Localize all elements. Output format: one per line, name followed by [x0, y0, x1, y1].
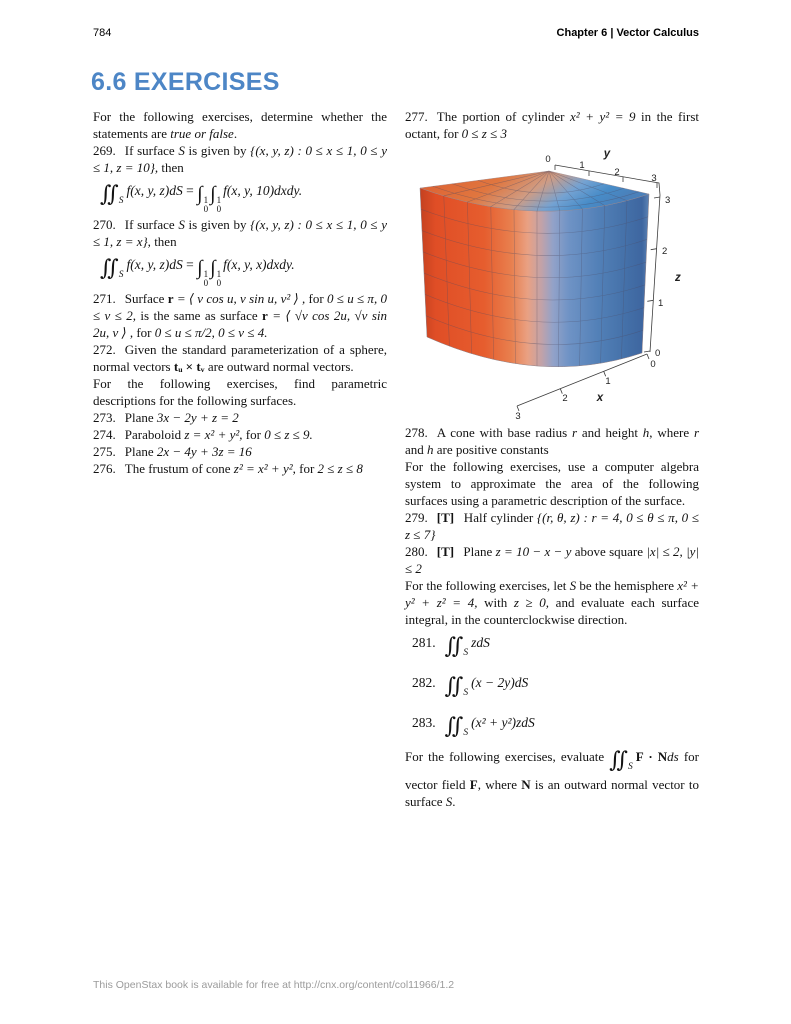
- math-segment: 0 ≤ u ≤ π, 0 ≤ v ≤ 2,: [93, 291, 387, 323]
- x-axis-label: x: [596, 392, 604, 404]
- exercise-283: [405, 708, 699, 748]
- math-segment: 3x − 2y + z = 2: [156, 410, 239, 425]
- vector-symbol: F: [469, 777, 478, 792]
- text-segment: are outward normal vectors.: [204, 359, 354, 374]
- double-integral-symbol: ∬: [100, 181, 119, 206]
- equals-sign: =: [182, 257, 198, 272]
- double-integral-symbol: ∬: [444, 713, 464, 738]
- math-segment: h: [642, 425, 650, 440]
- math-segment: x² + y² + z² = 4,: [405, 578, 699, 610]
- text-segment: then: [150, 234, 177, 249]
- differential: ds: [667, 749, 679, 764]
- integral-limits: [204, 196, 209, 214]
- text-segment: For the following exercises, use a computer algebra system to approximate the area of the following surfaces using a parametric description of the surface.: [405, 459, 699, 508]
- y-axis-label: y: [603, 148, 611, 160]
- integrand: (x − 2y)dS: [471, 675, 529, 690]
- math-segment: 2 ≤ z ≤ 8: [317, 461, 363, 476]
- limit-lower: 0: [216, 278, 222, 288]
- vector-symbol: r: [262, 308, 268, 323]
- integral-subscript: S: [463, 728, 469, 738]
- equation-lhs: f(x, y, z)dS: [126, 257, 183, 272]
- y-axis-tick-1: 1: [579, 160, 585, 171]
- math-segment: 0 ≤ z ≤ 3: [461, 126, 508, 141]
- intro-flux-integrals: [405, 748, 699, 810]
- page-header: [93, 27, 699, 39]
- section-title: 6.6 EXERCISES: [91, 68, 280, 96]
- math-segment: S: [569, 578, 577, 593]
- limit-upper: 1: [216, 195, 222, 205]
- text-segment: for: [136, 325, 155, 340]
- integral-limits: [217, 270, 222, 288]
- exercise-number: 282.: [412, 675, 436, 690]
- integrand: (x² + y²)zdS: [471, 715, 535, 730]
- z-axis-tick-1: 1: [658, 298, 664, 309]
- text-segment: for: [295, 461, 318, 476]
- text-segment: and: [405, 442, 428, 457]
- integral-limits: [204, 270, 209, 288]
- integral-subscript: S: [118, 196, 124, 206]
- exercise-number: 275.: [93, 444, 116, 459]
- text-segment: If surface: [124, 217, 179, 232]
- text-segment: is an outward normal vector to surface: [405, 777, 699, 809]
- left-column: [93, 108, 387, 477]
- intro-computer-algebra: [405, 458, 699, 509]
- text-segment: above square: [571, 544, 647, 559]
- equals-sign: =: [182, 183, 198, 198]
- integral-symbol: ∫: [197, 257, 203, 279]
- text-segment: for vector field: [405, 749, 700, 792]
- double-integral-symbol: ∬: [444, 633, 464, 658]
- exercise-271: [93, 290, 387, 341]
- text-segment: If surface: [124, 143, 179, 158]
- equation-rhs: f(x, y, x)dxdy.: [223, 257, 295, 272]
- text-segment: is given by: [184, 217, 251, 232]
- x-axis-tick-2: 2: [562, 393, 568, 404]
- integral-subscript: S: [463, 688, 469, 698]
- exercise-number: 271.: [93, 291, 116, 306]
- integrand: zdS: [471, 635, 490, 650]
- chapter-header: Chapter 6 | Vector Calculus: [556, 27, 699, 39]
- vector-symbol: N: [521, 777, 531, 792]
- math-segment: {(x, y, z) : 0 ≤ x ≤ 1, 0 ≤ y ≤ 1, z = x},: [93, 217, 388, 249]
- exercise-273: [93, 409, 387, 426]
- z-axis-tick-2: 2: [662, 246, 668, 257]
- page-number: 784: [93, 27, 112, 39]
- exercise-number: 283.: [412, 715, 436, 730]
- text-segment: A cone with base radius: [436, 425, 573, 440]
- integral-subscript: S: [463, 648, 469, 658]
- limit-lower: 0: [203, 278, 209, 288]
- integral-subscript: S: [118, 270, 124, 280]
- exercise-278: [405, 424, 699, 458]
- exercise-275: [93, 443, 387, 460]
- exercise-272: [93, 341, 387, 375]
- math-segment: = ⟨ √v cos 2u, √v sin 2u, v ⟩ ,: [93, 308, 387, 340]
- technology-tag: [T]: [436, 544, 455, 559]
- math-segment: 0 ≤ u ≤ π/2, 0 ≤ v ≤ 4.: [154, 325, 268, 340]
- limit-upper: 1: [203, 269, 209, 279]
- math-segment: = ⟨ v cos u, v sin u, v² ⟩ ,: [173, 291, 309, 306]
- x-axis-tick-3: 3: [515, 411, 521, 422]
- z-axis-tick-0: 0: [655, 348, 661, 359]
- math-segment: r: [572, 425, 578, 440]
- math-segment: {(x, y, z) : 0 ≤ x ≤ 1, 0 ≤ y ≤ 1, z = 10},: [93, 143, 388, 175]
- text-segment: The portion of cylinder: [436, 109, 571, 124]
- exercise-276: [93, 460, 387, 477]
- text-segment: and evaluate each surface integral, in the counterclockwise direction.: [405, 595, 699, 627]
- y-axis-tick-2: 2: [614, 167, 620, 178]
- text-segment: The frustum of cone: [124, 461, 234, 476]
- emphasized-text: true or false: [170, 126, 234, 141]
- text-segment: Surface: [124, 291, 168, 306]
- vector-symbol: r: [167, 291, 174, 306]
- quarter-cylinder-figure: [407, 148, 699, 424]
- math-segment: {(r, θ, z) : r = 4, 0 ≤ θ ≤ π, 0 ≤ z ≤ 7}: [405, 510, 699, 542]
- text-segment: is the same as surface: [140, 308, 263, 323]
- z-axis-tick-3: 3: [665, 195, 671, 206]
- text-segment: , where: [649, 425, 694, 440]
- text-segment: Plane: [124, 444, 157, 459]
- exercise-number: 278.: [405, 425, 428, 440]
- exercise-number: 279.: [405, 510, 428, 525]
- text-segment: Paraboloid: [124, 427, 185, 442]
- exercise-280: [405, 543, 699, 577]
- math-segment: z ≥ 0,: [513, 595, 550, 610]
- right-column: [405, 108, 699, 810]
- text-segment: For the following exercises, find parametric descriptions for the following surfaces.: [93, 376, 387, 408]
- y-axis-tick-3: 3: [651, 173, 657, 184]
- text-segment: , where: [477, 777, 522, 792]
- math-segment: 0 ≤ z ≤ 9.: [264, 427, 313, 442]
- exercise-number: 273.: [93, 410, 116, 425]
- exercise-number: 274.: [93, 427, 116, 442]
- exercise-274: [93, 426, 387, 443]
- text-segment: are positive constants: [433, 442, 549, 457]
- tangent-vectors-math: tᵤ × tᵥ: [173, 359, 205, 374]
- text-segment: Plane: [124, 410, 157, 425]
- integral-subscript: S: [628, 762, 633, 772]
- math-segment: h: [427, 442, 434, 457]
- limit-upper: 1: [203, 195, 209, 205]
- text-segment: For the following exercises, let: [405, 578, 570, 593]
- equation-rhs: f(x, y, 10)dxdy.: [223, 183, 303, 198]
- integral-symbol: ∫: [210, 183, 216, 205]
- math-segment: S: [178, 143, 185, 158]
- math-segment: S: [445, 794, 453, 809]
- text-segment: be the hemisphere: [576, 578, 678, 593]
- exercise-number: 280.: [405, 544, 428, 559]
- math-segment: |x| ≤ 2, |y| ≤ 2: [405, 544, 700, 576]
- text-segment: .: [233, 126, 238, 141]
- text-segment: is given by: [184, 143, 251, 158]
- openstax-footer: This OpenStax book is available for free at http://cnx.org/content/col11966/1.2: [93, 979, 455, 991]
- text-segment: then: [158, 160, 184, 175]
- double-integral-symbol: ∬: [609, 747, 628, 772]
- exercise-269-equation: [93, 176, 387, 216]
- math-segment: z² = x² + y²,: [233, 461, 296, 476]
- intro-true-false: [93, 108, 387, 142]
- text-segment: For the following exercises, determine whether the statements are: [93, 109, 387, 141]
- exercise-282: [405, 668, 699, 708]
- math-segment: S: [178, 217, 185, 232]
- z-axis-line: [650, 195, 660, 352]
- integral-symbol: ∫: [197, 183, 203, 205]
- double-integral-symbol: ∬: [444, 673, 464, 698]
- technology-tag: [T]: [436, 510, 455, 525]
- limit-lower: 0: [216, 204, 222, 214]
- exercise-number: 276.: [93, 461, 116, 476]
- exercise-279: [405, 509, 699, 543]
- math-segment: z = x² + y²,: [184, 427, 243, 442]
- exercise-269: [93, 142, 387, 176]
- math-segment: r: [693, 425, 699, 440]
- exercise-number: 269.: [93, 143, 116, 158]
- math-segment: x² + y² = 9: [570, 109, 636, 124]
- intro-hemisphere: [405, 577, 699, 628]
- exercise-number: 272.: [93, 342, 116, 357]
- y-axis-tick-0: 0: [545, 154, 551, 165]
- text-segment: .: [452, 794, 456, 809]
- text-segment: and height: [577, 425, 643, 440]
- limit-lower: 0: [203, 204, 209, 214]
- text-segment: Half cylinder: [460, 510, 537, 525]
- exercise-281: [405, 628, 699, 668]
- text-segment: For the following exercises, evaluate: [405, 749, 610, 764]
- math-segment: z = 10 − x − y: [495, 544, 572, 559]
- text-segment: with: [477, 595, 514, 610]
- intro-parametric-descriptions: [93, 375, 387, 409]
- exercise-number: 270.: [93, 217, 116, 232]
- limit-upper: 1: [216, 269, 222, 279]
- x-axis-tick-0: 0: [650, 359, 656, 370]
- double-integral-symbol: ∬: [100, 255, 119, 280]
- exercise-270-equation: [93, 250, 387, 290]
- text-segment: in the first octant, for: [405, 109, 699, 141]
- exercise-number: 277.: [405, 109, 428, 124]
- text-segment: for: [242, 427, 265, 442]
- text-segment: Given the standard parameterization of a sphere, normal vectors: [93, 342, 387, 374]
- exercise-270: [93, 216, 387, 250]
- text-segment: Plane: [460, 544, 496, 559]
- math-segment: 2x − 4y + 3z = 16: [156, 444, 252, 459]
- vector-dot-product: F · N: [635, 749, 668, 764]
- text-segment: for: [308, 291, 327, 306]
- exercise-number: 281.: [412, 635, 436, 650]
- x-axis-tick-1: 1: [605, 376, 611, 387]
- integral-symbol: ∫: [210, 257, 216, 279]
- integral-limits: [217, 196, 222, 214]
- z-axis-label: z: [675, 272, 681, 284]
- equation-lhs: f(x, y, z)dS: [126, 183, 183, 198]
- exercise-277: [405, 108, 699, 142]
